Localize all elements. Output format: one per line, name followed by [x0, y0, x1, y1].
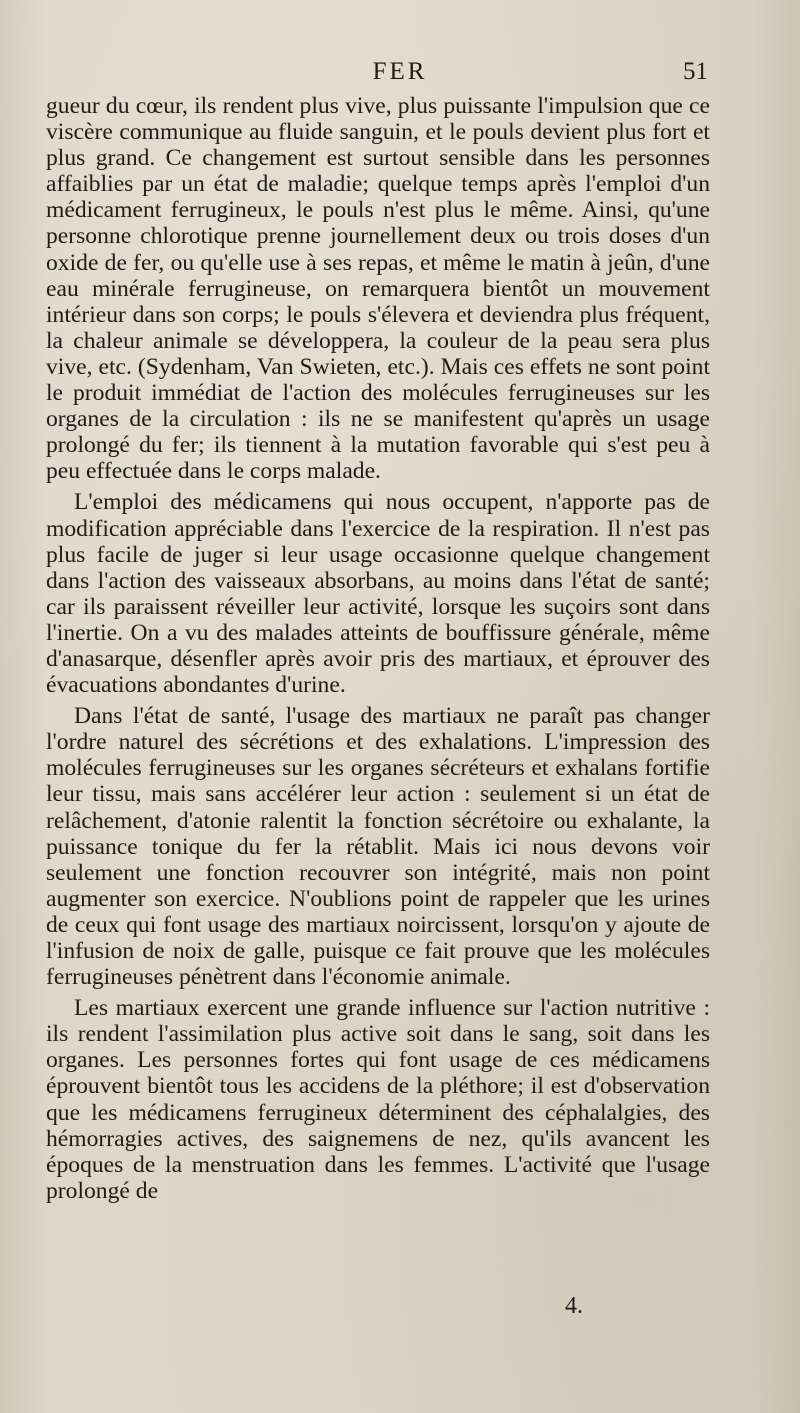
paragraph-nutrition: Les martiaux exercent une grande influence sur l'action nutritive : ils rendent l'assimilation plus active soit dans le sang, soit dans les organes. Les personnes fortes qui font usage de ces médicamens éprouvent bientôt tous les accidens de la pléthore; il est d'observation que les médicamens ferrugineux déterminent des céphalalgies, des hémorragies actives, des saignemens de nez, qu'ils avancent les époques de la menstruation dans les femmes. L'activité que l'usage prolongé de — [46, 995, 710, 1204]
body-text — [46, 93, 710, 1209]
running-head: FER — [372, 58, 428, 85]
paragraph-respiration: L'emploi des médicamens qui nous occupent, n'apporte pas de modification appréciable dans l'exercice de la respiration. Il n'est pas plus facile de juger si leur usage occasionne quelque changement dans l'action des vaisseaux absorbans, au moins dans l'état de santé; car ils paraissent réveiller leur activité, lorsque les suçoirs sont dans l'inertie. On a vu des malades atteints de bouffissure générale, même d'anasarque, désenfler après avoir pris des martiaux, et éprouver des évacuations abondantes d'urine. — [46, 489, 710, 699]
page-number: 51 — [683, 58, 708, 85]
signature-mark: 4. — [565, 1293, 583, 1319]
paragraph-continuation: gueur du cœur, ils rendent plus vive, plus puissante l'impulsion que ce viscère communique au fluide sanguin, et le pouls devient plus fort et plus grand. Ce changement est surtout sensible dans les personnes affaiblies par un état de maladie; quelque temps après l'emploi d'un médicament ferrugineux, le pouls n'est plus le même. Ainsi, qu'une personne chlorotique prenne journellement deux ou trois doses d'un oxide de fer, ou qu'elle use à ses repas, et même le matin à jeûn, d'une eau minérale ferrugineuse, on remarquera bientôt un mouvement intérieur dans son corps; le pouls s'élevera et deviendra plus fréquent, la chaleur animale se développera, la couleur de la peau sera plus vive, etc. (Sydenham, Van Swieten, etc.). Mais ces effets ne sont point le produit immédiat de l'action des molécules ferrugineuses sur les organes de la circulation : ils ne se manifestent qu'après un usage prolongé du fer; ils tiennent à la mutation favorable qui s'est peu à peu effectuée dans le corps malade. — [46, 93, 710, 485]
paragraph-secretions: Dans l'état de santé, l'usage des martiaux ne paraît pas changer l'ordre naturel des sécrétions et des exhalations. L'impression des molécules ferrugineuses sur les organes sécréteurs et exhalans fortifie leur tissu, mais sans accélérer leur action : seulement si un état de relâchement, d'atonie ralentit la fonction sécrétoire ou exhalante, la puissance tonique du fer la rétablit. Mais ici nous devons voir seulement une fonction recouvrer son intégrité, mais non point augmenter son exercice. N'oublions point de rappeler que les urines de ceux qui font usage des martiaux noircissent, lorsqu'on y ajoute de l'infusion de noix de galle, puisque ce fait prouve que les molécules ferrugineuses pénètrent dans l'économie animale. — [46, 703, 710, 991]
page-header — [0, 58, 800, 92]
